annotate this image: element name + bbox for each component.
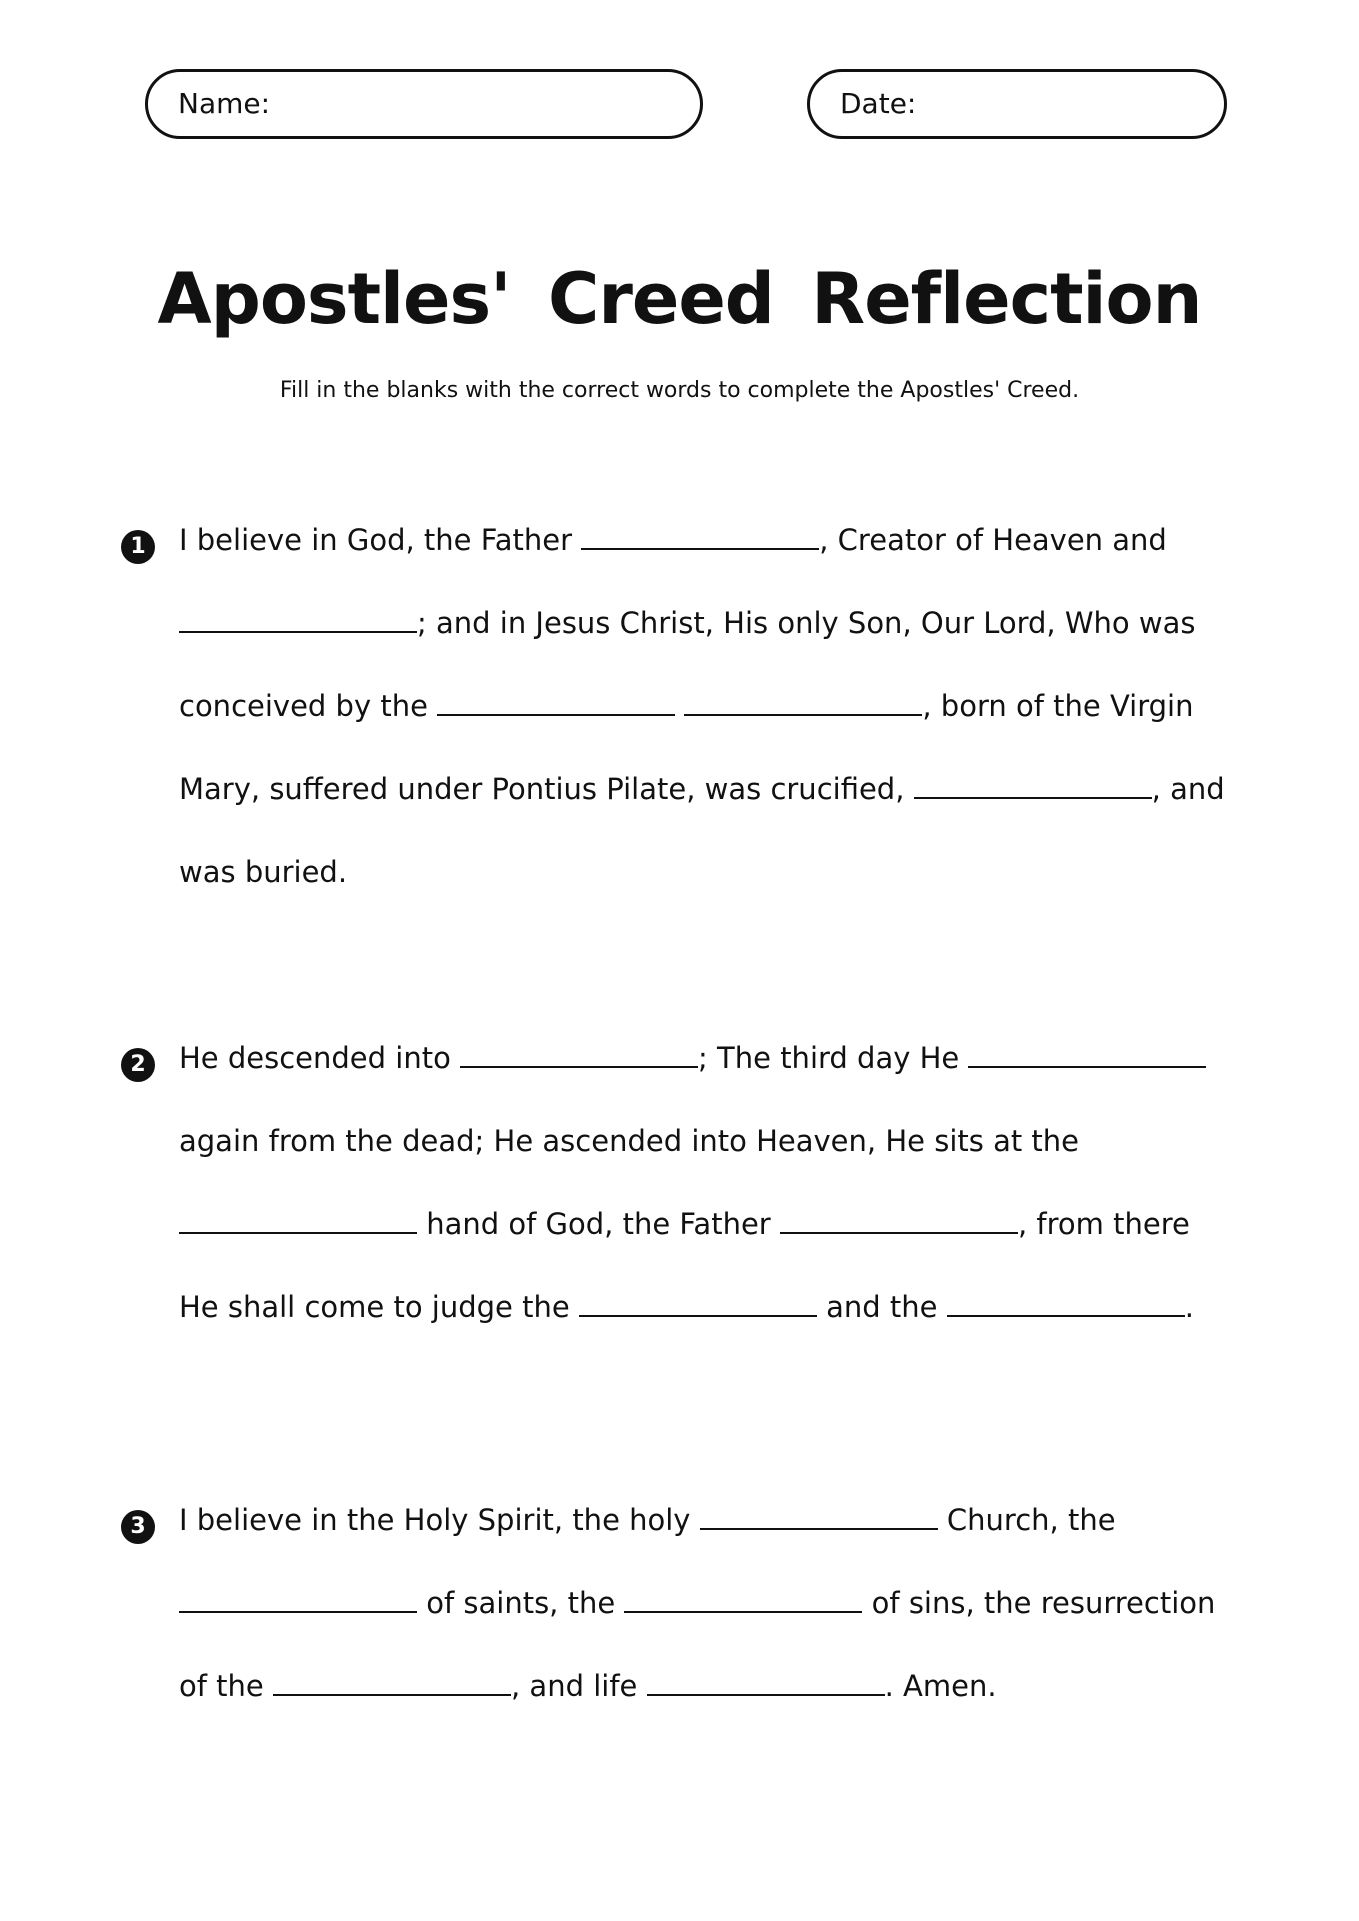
blank-field[interactable] xyxy=(947,1289,1185,1317)
line-text: , and xyxy=(1151,772,1225,806)
question-line xyxy=(179,1666,997,1706)
question-line xyxy=(179,769,1225,809)
blank-field[interactable] xyxy=(624,1585,862,1613)
question-line xyxy=(179,603,1195,643)
line-text: He shall come to judge the xyxy=(179,1290,579,1324)
line-text: ; and in Jesus Christ, His only Son, Our Lord, Who was xyxy=(417,606,1196,640)
question-line xyxy=(179,686,1193,726)
question-line xyxy=(179,1583,1215,1623)
line-text: I believe in God, the Father xyxy=(179,523,582,557)
line-text: of saints, the xyxy=(417,1586,625,1620)
blank-field[interactable] xyxy=(647,1668,885,1696)
line-text: . Amen. xyxy=(884,1669,997,1703)
line-text: , and life xyxy=(510,1669,647,1703)
blank-field[interactable] xyxy=(179,1206,417,1234)
blank-field[interactable] xyxy=(914,771,1152,799)
date-field[interactable] xyxy=(807,69,1227,139)
question-number-badge: 1 xyxy=(121,530,155,564)
question-line xyxy=(179,1038,1206,1078)
line-text: , Creator of Heaven and xyxy=(819,523,1167,557)
line-text: again from the dead; He ascended into Heaven, He sits at the xyxy=(179,1124,1080,1158)
blank-field[interactable] xyxy=(179,1585,417,1613)
line-text: Church, the xyxy=(937,1503,1116,1537)
name-field[interactable] xyxy=(145,69,703,139)
date-label: Date: xyxy=(840,87,917,120)
question-line xyxy=(179,1121,1079,1161)
blank-field[interactable] xyxy=(684,688,922,716)
line-text: He descended into xyxy=(179,1041,461,1075)
line-text xyxy=(675,689,684,723)
line-text: of the xyxy=(179,1669,273,1703)
blank-field[interactable] xyxy=(581,522,819,550)
question-number-badge: 2 xyxy=(121,1048,155,1082)
blank-field[interactable] xyxy=(460,1040,698,1068)
blank-field[interactable] xyxy=(273,1668,511,1696)
name-label: Name: xyxy=(178,87,271,120)
question-line xyxy=(179,1500,1116,1540)
line-text: and the xyxy=(816,1290,947,1324)
question-line xyxy=(179,520,1167,560)
blank-field[interactable] xyxy=(700,1502,938,1530)
blank-field[interactable] xyxy=(437,688,675,716)
line-text: ; The third day He xyxy=(698,1041,969,1075)
line-text: I believe in the Holy Spirit, the holy xyxy=(179,1503,700,1537)
blank-field[interactable] xyxy=(579,1289,817,1317)
question-number-badge: 3 xyxy=(121,1510,155,1544)
line-text: conceived by the xyxy=(179,689,438,723)
line-text: . xyxy=(1184,1290,1194,1324)
instructions: Fill in the blanks with the correct words to complete the Apostles' Creed. xyxy=(279,378,1080,403)
question-line xyxy=(179,1204,1190,1244)
page-title: Apostles' Creed Reflection xyxy=(157,258,1202,340)
blank-field[interactable] xyxy=(780,1206,1018,1234)
question-line xyxy=(179,1287,1194,1327)
blank-field[interactable] xyxy=(179,605,417,633)
line-text: hand of God, the Father xyxy=(417,1207,780,1241)
line-text: , born of the Virgin xyxy=(922,689,1194,723)
line-text: was buried. xyxy=(179,855,348,889)
line-text: , from there xyxy=(1017,1207,1190,1241)
question-line xyxy=(179,852,347,892)
line-text: of sins, the resurrection xyxy=(862,1586,1216,1620)
blank-field[interactable] xyxy=(968,1040,1206,1068)
line-text: Mary, suffered under Pontius Pilate, was crucified, xyxy=(179,772,914,806)
